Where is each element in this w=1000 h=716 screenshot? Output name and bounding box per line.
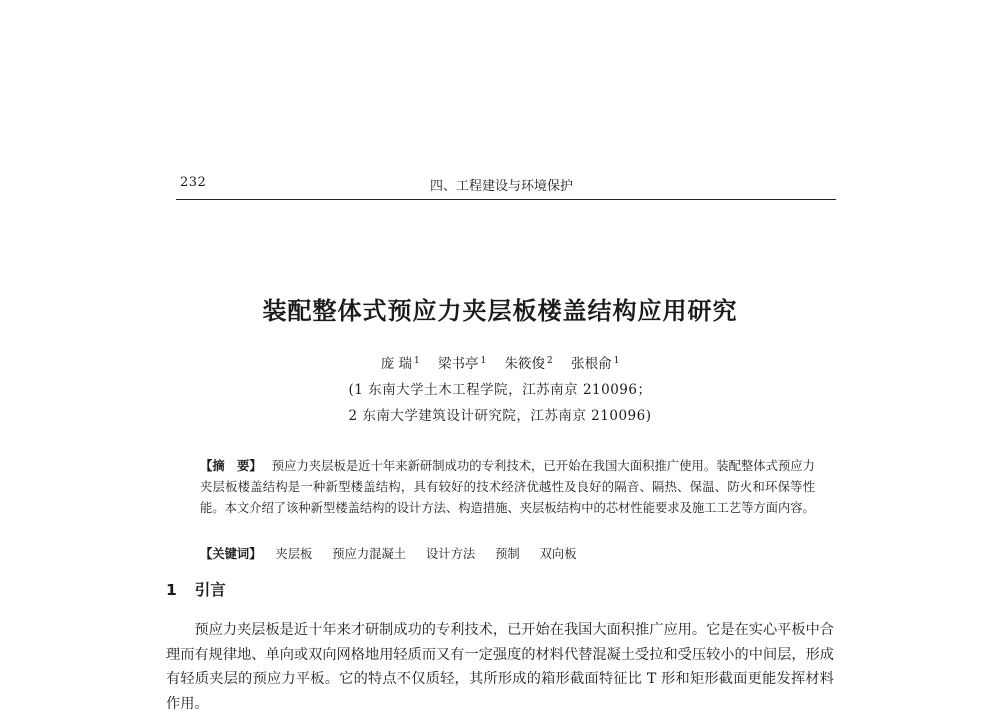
keyword: 预制	[495, 547, 520, 561]
author	[571, 356, 619, 372]
author-affil-mark: 1	[413, 355, 420, 366]
author	[381, 356, 420, 372]
page-number: 232	[180, 175, 207, 190]
section-number: 1	[166, 581, 177, 599]
keywords	[200, 544, 815, 562]
affiliation-line: (1 东南大学土木工程学院，江苏南京 210096；	[348, 382, 652, 398]
author-name: 庞 瑞	[380, 356, 412, 372]
author-name: 张根俞	[571, 356, 612, 372]
author	[438, 356, 486, 372]
author	[505, 356, 553, 372]
keywords-label: 【关键词】	[200, 547, 262, 561]
author-affil-mark: 2	[547, 355, 553, 366]
keyword: 双向板	[539, 547, 577, 561]
author-affil-mark: 1	[480, 355, 487, 366]
keyword: 设计方法	[425, 547, 476, 561]
keyword: 预应力混凝土	[332, 547, 407, 561]
keyword: 夹层板	[275, 547, 313, 561]
abstract	[200, 456, 815, 520]
author-name: 朱筱俊	[504, 356, 546, 372]
body-paragraph: 预应力夹层板是近十年来才研制成功的专利技术，已开始在我国大面积推广应用。它是在实心平板中合理而有规律地、单向或双向网格地用轻质而又有一定强度的材料代替混凝土受拉和受压较小的中间层，形成有轻质夹层的预应力平板。它的特点不仅质轻，其所形成的箱形截面特征比 T 形和矩形截面更能发挥材料作用。	[166, 622, 834, 712]
section-heading	[166, 578, 226, 600]
header-rule	[176, 199, 836, 200]
paper-title: 装配整体式预应力夹层板楼盖结构应用研究	[262, 297, 738, 325]
affiliation-line: 2 东南大学建筑设计研究院，江苏南京 210096)	[348, 408, 652, 424]
abstract-text: 预应力夹层板是近十年来新研制成功的专利技术，已开始在我国大面积推广使用。装配整体式预应力夹层板楼盖结构是一种新型楼盖结构，具有较好的技术经济优越性及良好的隔音、隔热、保温、防火和环保等性能。本文介绍了该种新型楼盖结构的设计方法、构造措施、夹层板结构中的芯材性能要求及施工工艺等方面内容。	[200, 459, 815, 516]
author-name: 梁书亭	[438, 356, 479, 372]
author-list	[0, 352, 1000, 372]
author-affil-mark: 1	[613, 355, 620, 366]
abstract-label: 【摘 要】	[200, 459, 262, 473]
section-title: 引言	[194, 581, 226, 599]
running-head: 四、工程建设与环境保护	[430, 179, 574, 194]
